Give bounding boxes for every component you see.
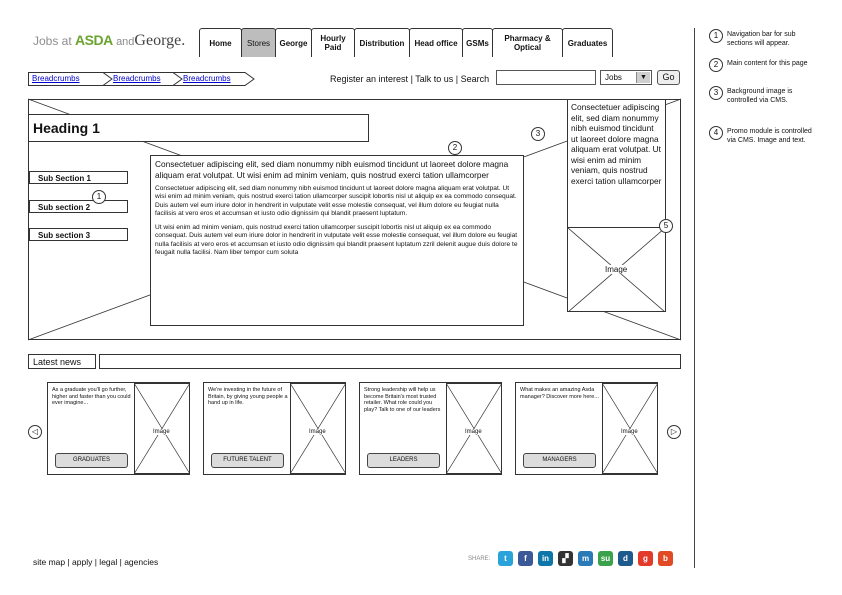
sub-section-1[interactable]: Sub Section 1 [29,171,128,184]
news-card [359,382,502,475]
card-text: What makes an amazing Asda manager? Discover more here... [520,387,599,400]
managers-button[interactable]: MANAGERS [523,453,596,468]
main-lead-text: Consectetuer adipiscing elit, sed diam nonummy nibh euismod tincidunt ut laoreet dolore magna aliquam erat volutpat. Ut wisi enim ad minim veniam, quis nostrud exerci tation ullamcorper [155,159,509,180]
note-number: 3 [709,86,723,100]
logo-george: George. [134,32,186,49]
carousel-next-icon[interactable]: ▷ [667,425,681,439]
footer-links[interactable]: site map | apply | legal | agencies [33,557,159,567]
note-text: Background image is controlled via CMS. [727,88,793,104]
nav-tab-home[interactable]: Home [199,28,242,57]
separator: | [410,74,413,84]
nav-tab-graduates[interactable]: Graduates [562,28,613,57]
note-text: Navigation bar for sub sections will appear. [727,31,796,47]
register-interest-link[interactable]: Register an interest [330,74,409,84]
note-text: Main content for this page [727,60,808,67]
breadcrumb-link-1[interactable]: Breadcrumbs [32,74,80,83]
stumbleupon-icon[interactable]: su [598,551,613,566]
carousel-prev-icon[interactable]: ◁ [28,425,42,439]
myspace-icon[interactable]: m [578,551,593,566]
marker-5: 5 [659,219,673,233]
annotation-divider [694,28,695,568]
card-text: We're investing in the future of Britain, by giving young people a hand up in life. [208,387,288,406]
promo-image-label: Image [605,265,628,274]
latest-news-ticker[interactable] [99,354,681,369]
sub-section-2[interactable]: Sub section 2 [29,200,128,213]
marker-2: 2 [448,141,462,155]
talk-to-us-link[interactable]: Talk to us [415,74,454,84]
card-image-label: Image [621,429,638,435]
go-button[interactable]: Go [657,70,680,85]
main-content [150,155,524,326]
promo-text: Consectetuer adipiscing elit, sed diam nonummy nibh euismod tincidunt ut laoreet dolore magna aliquam erat volutpat. Ut wisi enim ad minim veniam, quis nostrud exerci tation ullamcorper [571,102,662,186]
nav-tab-pharmacy-optical[interactable]: Pharmacy & Optical [492,28,563,57]
select-value: Jobs [605,73,622,82]
card-image-label: Image [465,429,482,435]
graduates-button[interactable]: GRADUATES [55,453,128,468]
main-paragraph-1: Consectetuer adipiscing elit, sed diam nonummy nibh euismod tincidunt ut laoreet dolore magna aliquam erat volutpat. Ut wisi enim ad minim veniam, quis nostrud exerci tation ullamcorper suscipit lobortis nisl ut aliquip ex ea commodo consequat. Duis autem vel eum iriure dolor in hendrerit in vulputate velit esse molestie consequat, vel illum dolore eu feugiat nulla facilisis at vero eros et accumsan et iusto odio dignissim qui blandit praesent luptatum. [155,185,517,217]
promo-image [568,227,665,311]
digg-icon[interactable]: d [618,551,633,566]
card-image-label: Image [153,429,170,435]
marker-1: 1 [92,190,106,204]
marker-3: 3 [531,127,545,141]
note-number: 4 [709,126,723,140]
card-image-label: Image [309,429,326,435]
note-text: Promo module is controlled via CMS. Image and text. [727,128,812,144]
nav-tab-head-office[interactable]: Head office [409,28,463,57]
chevron-down-icon[interactable]: ▼ [636,72,650,83]
news-card [515,382,658,475]
separator: | [455,74,459,84]
blogger-icon[interactable]: b [658,551,673,566]
delicious-icon[interactable]: ▞ [558,551,573,566]
main-paragraph-2: Ut wisi enim ad minim veniam, quis nostrud exerci tation ullamcorper suscipit lobortis nisl ut aliquip ex ea commodo consequat. Duis autem vel eum iriure dolor in hendrerit in vulputate velit esse molestie consequat, vel illum dolore eu feugiat nulla facilisis at vero eros et accumsan et iusto odio dignissim qui blandit praesent luptatum zzril delenit augue duis dolore te feugait nulla facilisi. Nam liber tempor cum soluta [155,224,518,257]
note-number: 1 [709,29,723,43]
nav-tab-stores[interactable]: Stores [241,28,276,57]
nav-tab-distribution[interactable]: Distribution [354,28,410,57]
nav-tab-hourly-paid[interactable]: Hourly Paid [311,28,355,57]
linkedin-icon[interactable]: in [538,551,553,566]
facebook-icon[interactable]: f [518,551,533,566]
note-number: 2 [709,58,723,72]
card-text: Strong leadership will help us become Britain's most trusted retailer. What role could you play? Talk to one of our leaders [364,387,441,413]
leaders-button[interactable]: LEADERS [367,453,440,468]
breadcrumb-link-2[interactable]: Breadcrumbs [113,74,161,83]
nav-tab-george[interactable]: George [275,28,312,57]
google-icon[interactable]: g [638,551,653,566]
promo-module[interactable] [567,99,666,312]
search-label: Search [460,74,490,84]
page-heading: Heading 1 [28,114,369,142]
sub-section-3[interactable]: Sub section 3 [29,228,128,241]
future-talent-button[interactable]: FUTURE TALENT [211,453,284,468]
news-card [47,382,190,475]
twitter-icon[interactable]: t [498,551,513,566]
share-label: SHARE: [468,556,491,562]
nav-tab-gsms[interactable]: GSMs [462,28,493,57]
breadcrumb-link-3[interactable]: Breadcrumbs [183,74,231,83]
logo-asda: ASDA [75,32,113,48]
card-text: As a graduate you'll go further, higher and faster than you could ever imagine... [52,387,131,406]
news-card [203,382,346,475]
logo-prefix: Jobs at [33,34,72,48]
logo-and: and [116,36,135,48]
latest-news-label: Latest news [28,354,96,369]
